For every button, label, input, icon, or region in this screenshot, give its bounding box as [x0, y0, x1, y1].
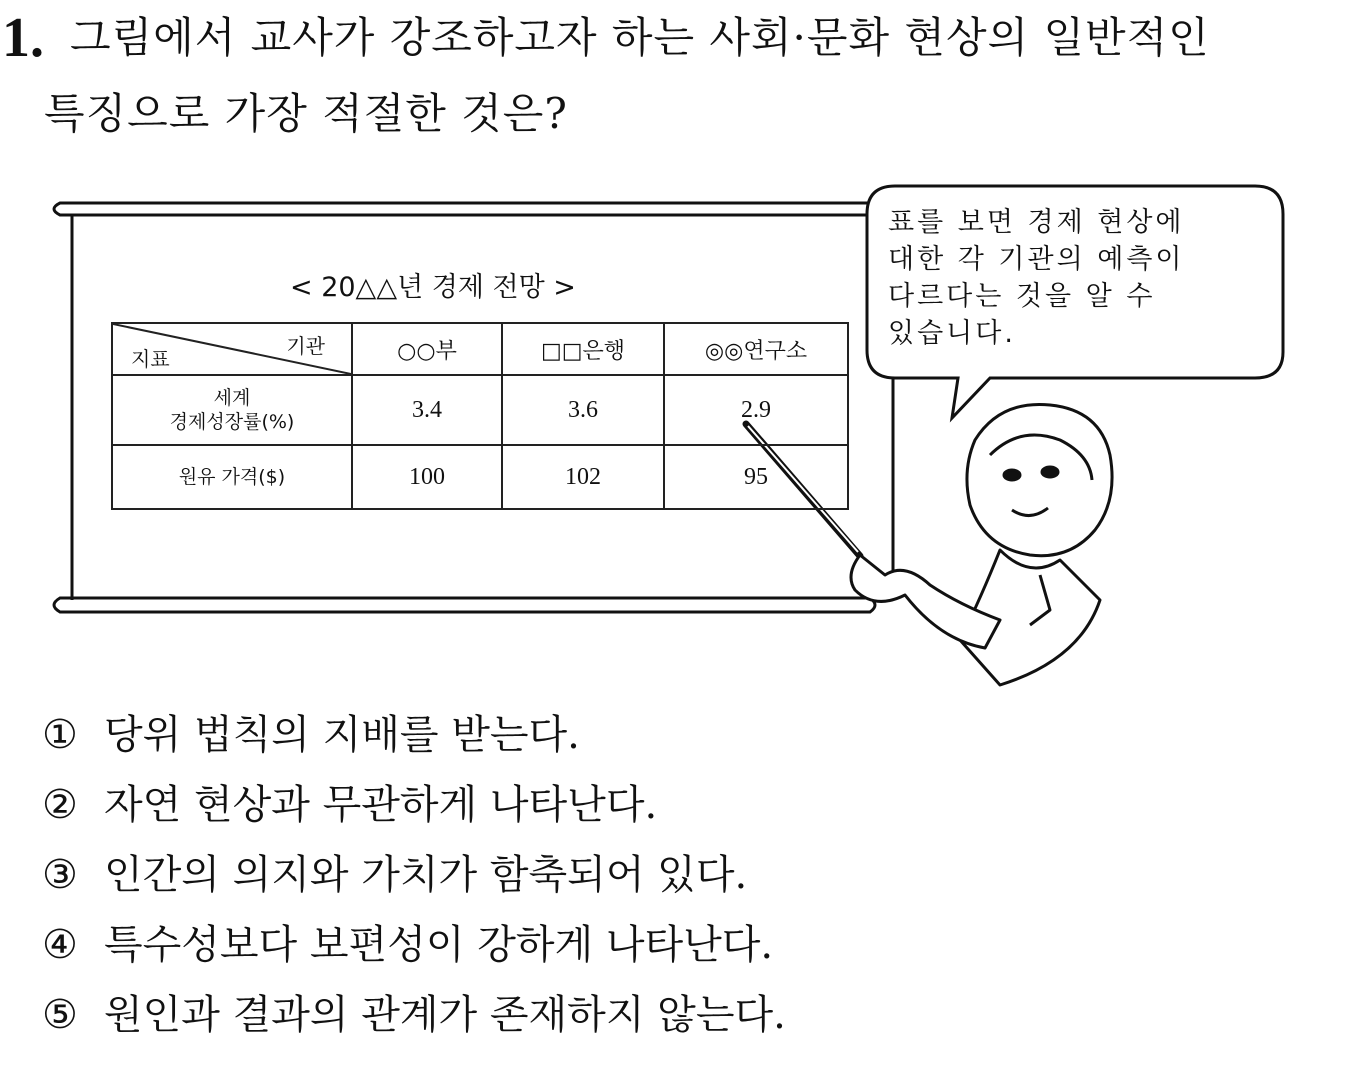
choice-2[interactable] — [42, 770, 786, 840]
table-row — [112, 445, 848, 509]
table-cell: 3.6 — [502, 375, 664, 445]
answer-choices — [42, 700, 786, 1050]
column-header: ○○부 — [352, 323, 502, 375]
column-header: ◎◎연구소 — [664, 323, 848, 375]
teacher-figure — [851, 404, 1112, 685]
corner-indicator-label: 지표 — [131, 347, 170, 371]
speech-bubble-text: 표를 보면 경제 현상에 대한 각 기관의 예측이 다르다는 것을 알 수 있습니다. — [888, 207, 1185, 349]
choice-mark: ① — [42, 712, 78, 758]
row-label — [112, 375, 352, 445]
choice-text: 특수성보다 보편성이 강하게 나타난다. — [104, 922, 774, 968]
column-header: □□은행 — [502, 323, 664, 375]
choice-4[interactable] — [42, 910, 786, 980]
table-cell: 95 — [664, 445, 848, 509]
choice-text: 자연 현상과 무관하게 나타난다. — [104, 782, 658, 828]
table-cell: 3.4 — [352, 375, 502, 445]
question-stem-line-2: 특징으로 가장 적절한 것은? — [44, 89, 568, 138]
row-label-line: 세계 — [213, 387, 251, 409]
choice-text: 당위 법칙의 지배를 받는다. — [104, 712, 580, 758]
table-cell: 2.9 — [664, 375, 848, 445]
table-corner-header — [112, 323, 352, 375]
corner-org-label: 기관 — [286, 334, 325, 358]
choice-mark: ③ — [42, 852, 78, 898]
choice-5[interactable] — [42, 980, 786, 1050]
table-row — [112, 375, 848, 445]
table-cell: 102 — [502, 445, 664, 509]
board-title: < 20△△년 경제 전망 > — [290, 272, 576, 303]
choice-text: 인간의 의지와 가치가 함축되어 있다. — [104, 852, 748, 898]
forecast-table — [111, 322, 849, 510]
choice-mark: ④ — [42, 922, 78, 968]
choice-1[interactable] — [42, 700, 786, 770]
choice-text: 원인과 결과의 관계가 존재하지 않는다. — [104, 992, 786, 1038]
choice-3[interactable] — [42, 840, 786, 910]
row-label-line: 경제성장률(%) — [169, 411, 295, 433]
choice-mark: ② — [42, 782, 78, 828]
choice-mark: ⑤ — [42, 992, 78, 1038]
question-stem-line-1: 그림에서 교사가 강조하고자 하는 사회·문화 현상의 일반적인 — [70, 13, 1210, 62]
table-cell: 100 — [352, 445, 502, 509]
row-label: 원유 가격($) — [112, 445, 352, 509]
question-number: 1. — [2, 7, 44, 69]
